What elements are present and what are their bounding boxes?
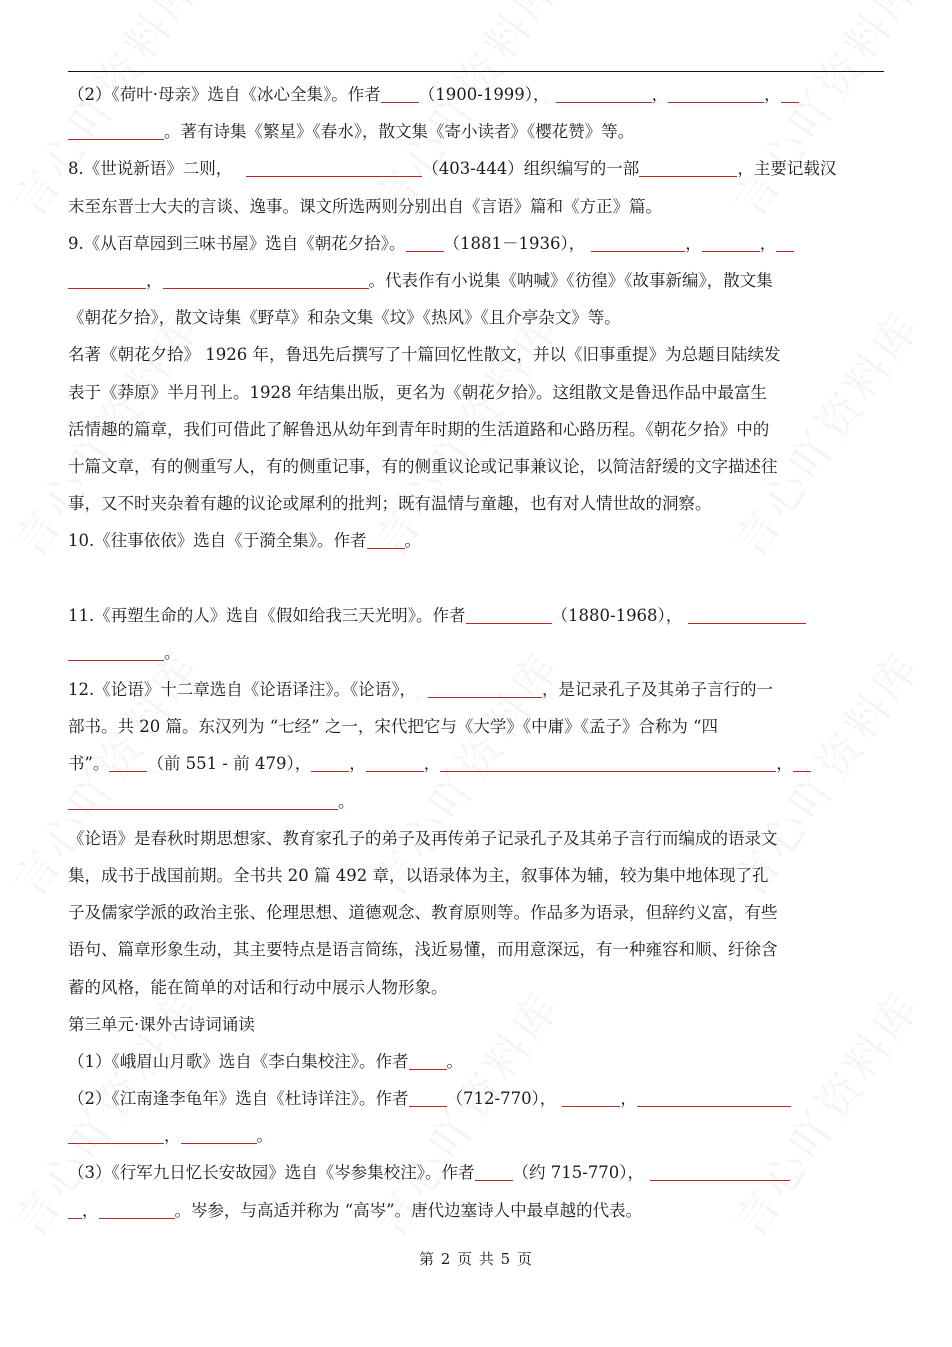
question-7-2: （2）《荷叶·母亲》选自《冰心全集》。作者 （1900-1999）， ， ， 。著有诗集《繁星》《春水》，散文集《寄小读者》《樱花赞》等。 [68, 76, 884, 150]
answer-blank[interactable] [781, 80, 799, 103]
poem-1: （1）《峨眉山月歌》选自《李白集校注》。作者 。 [68, 1043, 884, 1080]
answer-blank[interactable] [163, 266, 369, 289]
answer-blank[interactable] [556, 80, 652, 103]
answer-blank[interactable] [68, 1196, 82, 1219]
question-12: 12.《论语》十二章选自《论语译注》。《论语》， ，是记录孔子及其弟子言行的一 部书。共 20 篇。东汉列为 “七经” 之一，宋代把它与《大学》《中庸》《孟子》合称为 “四 书”。 （前 551 - 前 479）， ， ， ， 。 [68, 671, 884, 820]
question-11: 11.《再塑生命的人》选自《假如给我三天光明》。作者 （1880-1968）， 。 [68, 597, 884, 671]
answer-blank[interactable] [311, 749, 349, 772]
answer-blank[interactable] [406, 229, 444, 252]
answer-blank[interactable] [68, 117, 164, 140]
question-10: 10.《往事依依》选自《于漪全集》。作者 。 [68, 522, 884, 559]
answer-blank[interactable] [668, 80, 764, 103]
answer-blank[interactable] [637, 1084, 791, 1107]
note-zhaohua-xishi: 名著《朝花夕拾》 1926 年，鲁迅先后撰写了十篇回忆性散文，并以《旧事重提》为总题目陆续发 表于《莽原》半月刊上。1928 年结集出版，更名为《朝花夕拾》。这组散文是鲁迅作品中最富生 活情趣的篇章，我们可借此了解鲁迅从幼年到青年时期的生活道路和心路历程。《朝花夕拾》中的 十篇文章，有的侧重写人，有的侧重记事，有的侧重议论或记事兼议论，以简洁舒缓的文字描述往 事，又不时夹杂着有趣的议论或犀利的批判；既有温情与童趣，也有对人情世故的洞察。 [68, 345, 781, 514]
page-number: 第 2 页 共 5 页 [419, 1250, 533, 1268]
answer-blank[interactable] [466, 601, 552, 624]
answer-blank[interactable] [68, 1121, 164, 1144]
header-rule [68, 71, 884, 72]
answer-blank[interactable] [650, 1158, 790, 1181]
answer-blank[interactable] [381, 80, 419, 103]
answer-blank[interactable] [702, 229, 760, 252]
answer-blank[interactable] [99, 1196, 175, 1219]
section-heading: 第三单元·课外古诗词诵读 [68, 1014, 255, 1034]
unit-3-section [68, 1006, 884, 1229]
answer-blank[interactable] [68, 266, 146, 289]
question-8: 8.《世说新语》二则， （403-444）组织编写的一部 ，主要记载汉 末至东晋士大夫的言谈、逸事。课文所选两则分别出自《言语》篇和《方正》篇。 [68, 150, 884, 224]
answer-blank[interactable] [776, 229, 794, 252]
answer-blank[interactable] [639, 154, 737, 177]
answer-blank[interactable] [409, 1084, 447, 1107]
answer-blank[interactable] [366, 749, 424, 772]
answer-blank[interactable] [367, 526, 405, 549]
answer-blank[interactable] [68, 787, 338, 810]
poem-3: （3）《行军九日忆长安故园》选自《岑参集校注》。作者 （约 715-770）， ， 。岑参，与高适并称为 “高岑”。唐代边塞诗人中最卓越的代表。 [68, 1154, 884, 1228]
answer-blank[interactable] [68, 638, 164, 661]
answer-blank[interactable] [793, 749, 811, 772]
answer-blank[interactable] [109, 749, 147, 772]
answer-blank[interactable] [181, 1121, 257, 1144]
answer-blank[interactable] [591, 229, 685, 252]
answer-blank[interactable] [409, 1047, 447, 1070]
answer-blank[interactable] [246, 154, 422, 177]
note-lunyu: 《论语》是春秋时期思想家、教育家孔子的弟子及再传弟子记录孔子及其弟子言行而编成的语录文 集，成书于战国前期。全书共 20 篇 492 章，以语录体为主，叙事体为辅，较为集中地体现了孔 子及儒家学派的政治主张、伦理思想、道德观念、教育原则等。作品多为语录，但辞约义富，有些 语句、篇章形象生动，其主要特点是语言简练，浅近易懂，而用意深远，有一种雍容和顺、纡徐含 蓄的风格，能在简单的对话和行动中展示人物形象。 [68, 828, 778, 997]
question-9: 9.《从百草园到三味书屋》选自《朝花夕拾》。 （1881－1936）， ， ， ， 。代表作有小说集《呐喊》《彷徨》《故事新编》，散文集 《朝花夕拾》，散文诗集《野草》和杂文集《坟》《热风》《且介亭杂文》等。 [68, 225, 884, 337]
answer-blank[interactable] [440, 749, 776, 772]
poem-2: （2）《江南逢李龟年》选自《杜诗详注》。作者 （712-770）， ， ， 。 [68, 1080, 884, 1154]
answer-blank[interactable] [475, 1158, 513, 1181]
answer-blank[interactable] [688, 601, 806, 624]
page-content [68, 76, 884, 1229]
answer-blank[interactable] [562, 1084, 620, 1107]
answer-blank[interactable] [428, 675, 542, 698]
